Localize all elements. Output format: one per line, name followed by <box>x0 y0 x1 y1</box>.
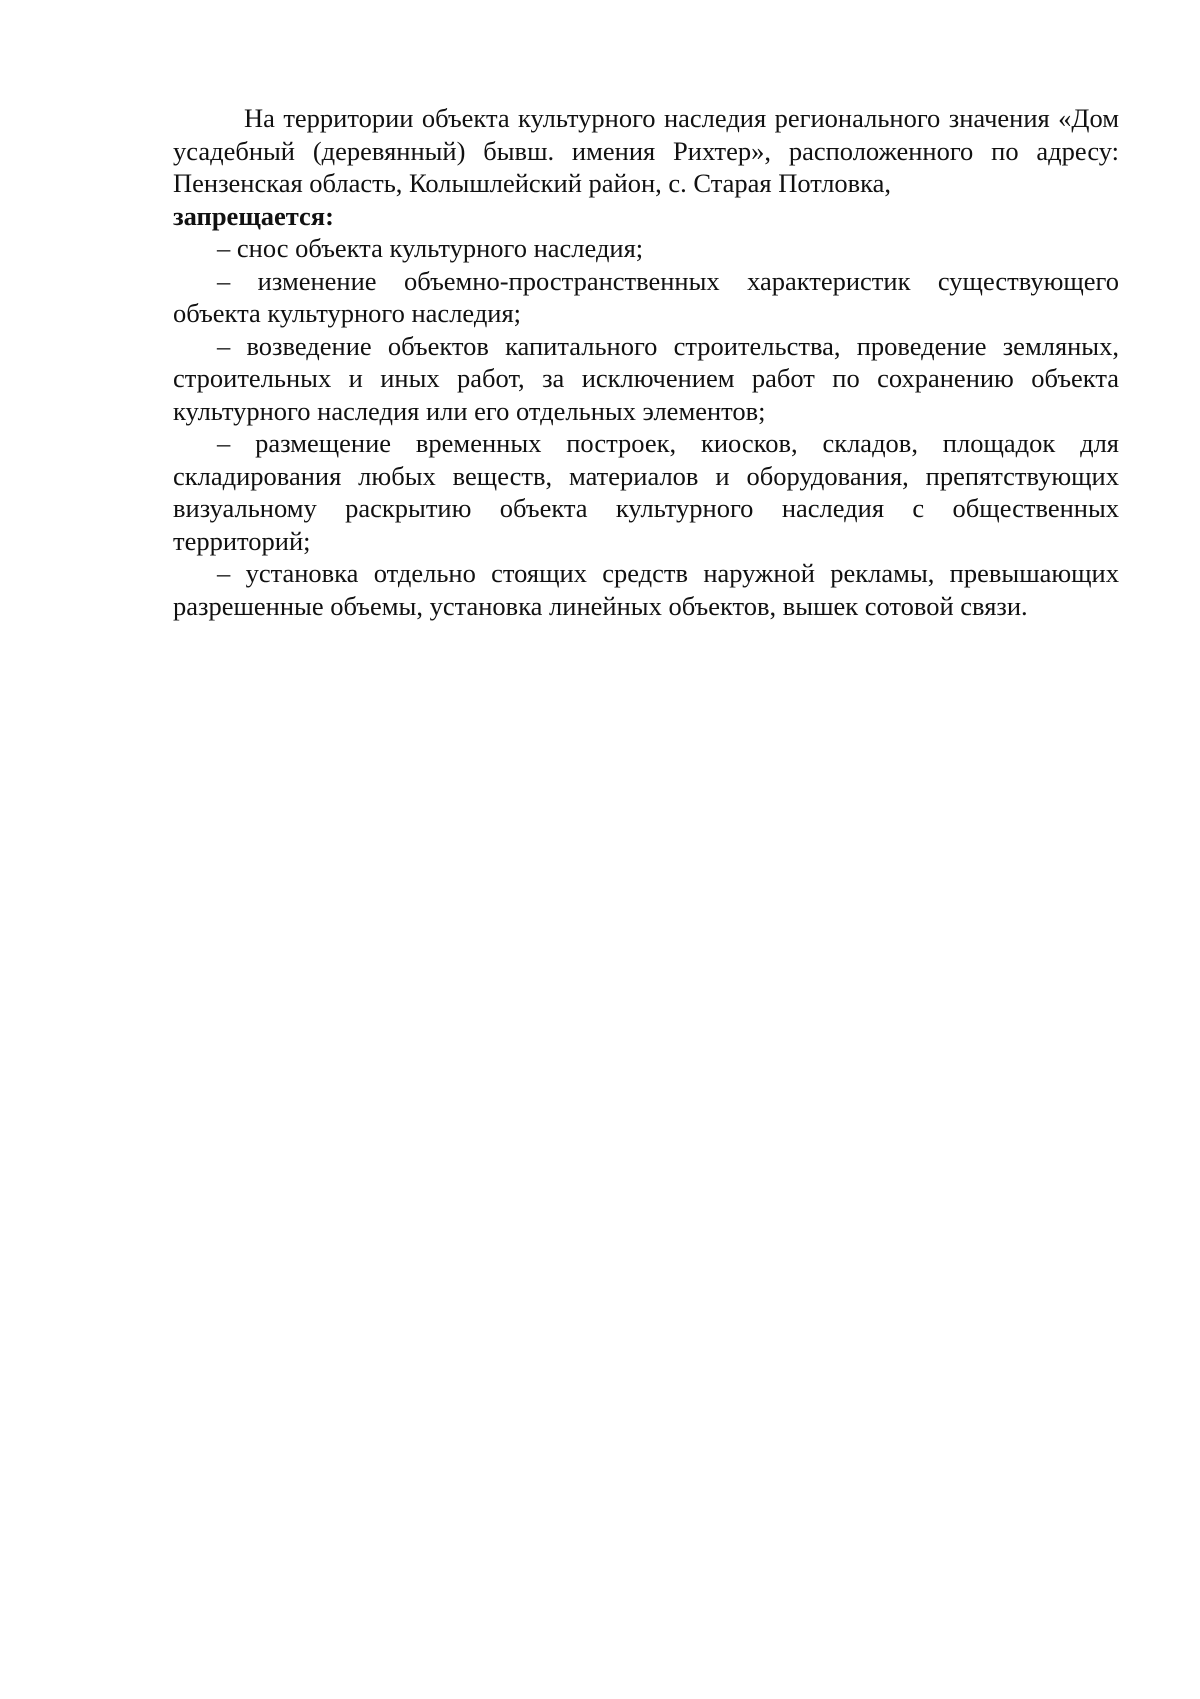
intro-paragraph <box>173 102 1119 232</box>
bullet-item: – установка отдельно стоящих средств наружной рекламы, превышающих разрешенные объемы, установка линейных объектов, вышек сотовой связи. <box>173 558 1119 621</box>
document-body <box>173 102 1119 622</box>
bullet-item: – размещение временных построек, киосков, складов, площадок для складирования любых веществ, материалов и оборудования, препятствующих визуальному раскрытию объекта культурного наследия с общественных территорий; <box>173 428 1119 556</box>
bullet-item: – изменение объемно-пространственных характеристик существующего объекта культурного наследия; <box>173 265 1119 328</box>
intro-bold-text: запрещается: <box>173 200 334 231</box>
bullet-item: – возведение объектов капитального строительства, проведение земляных, строительных и иных работ, за исключением работ по сохранению объекта культурного наследия или его отдельных элементов; <box>173 330 1119 426</box>
intro-text: На территории объекта культурного наследия регионального значения «Дом усадебный (деревянный) бывш. имения Рихтер», расположенного по адресу: Пензенская область, Колышлейский район, с. Старая Потловка, <box>173 103 1119 198</box>
bullet-item: – снос объекта культурного наследия; <box>217 233 644 263</box>
